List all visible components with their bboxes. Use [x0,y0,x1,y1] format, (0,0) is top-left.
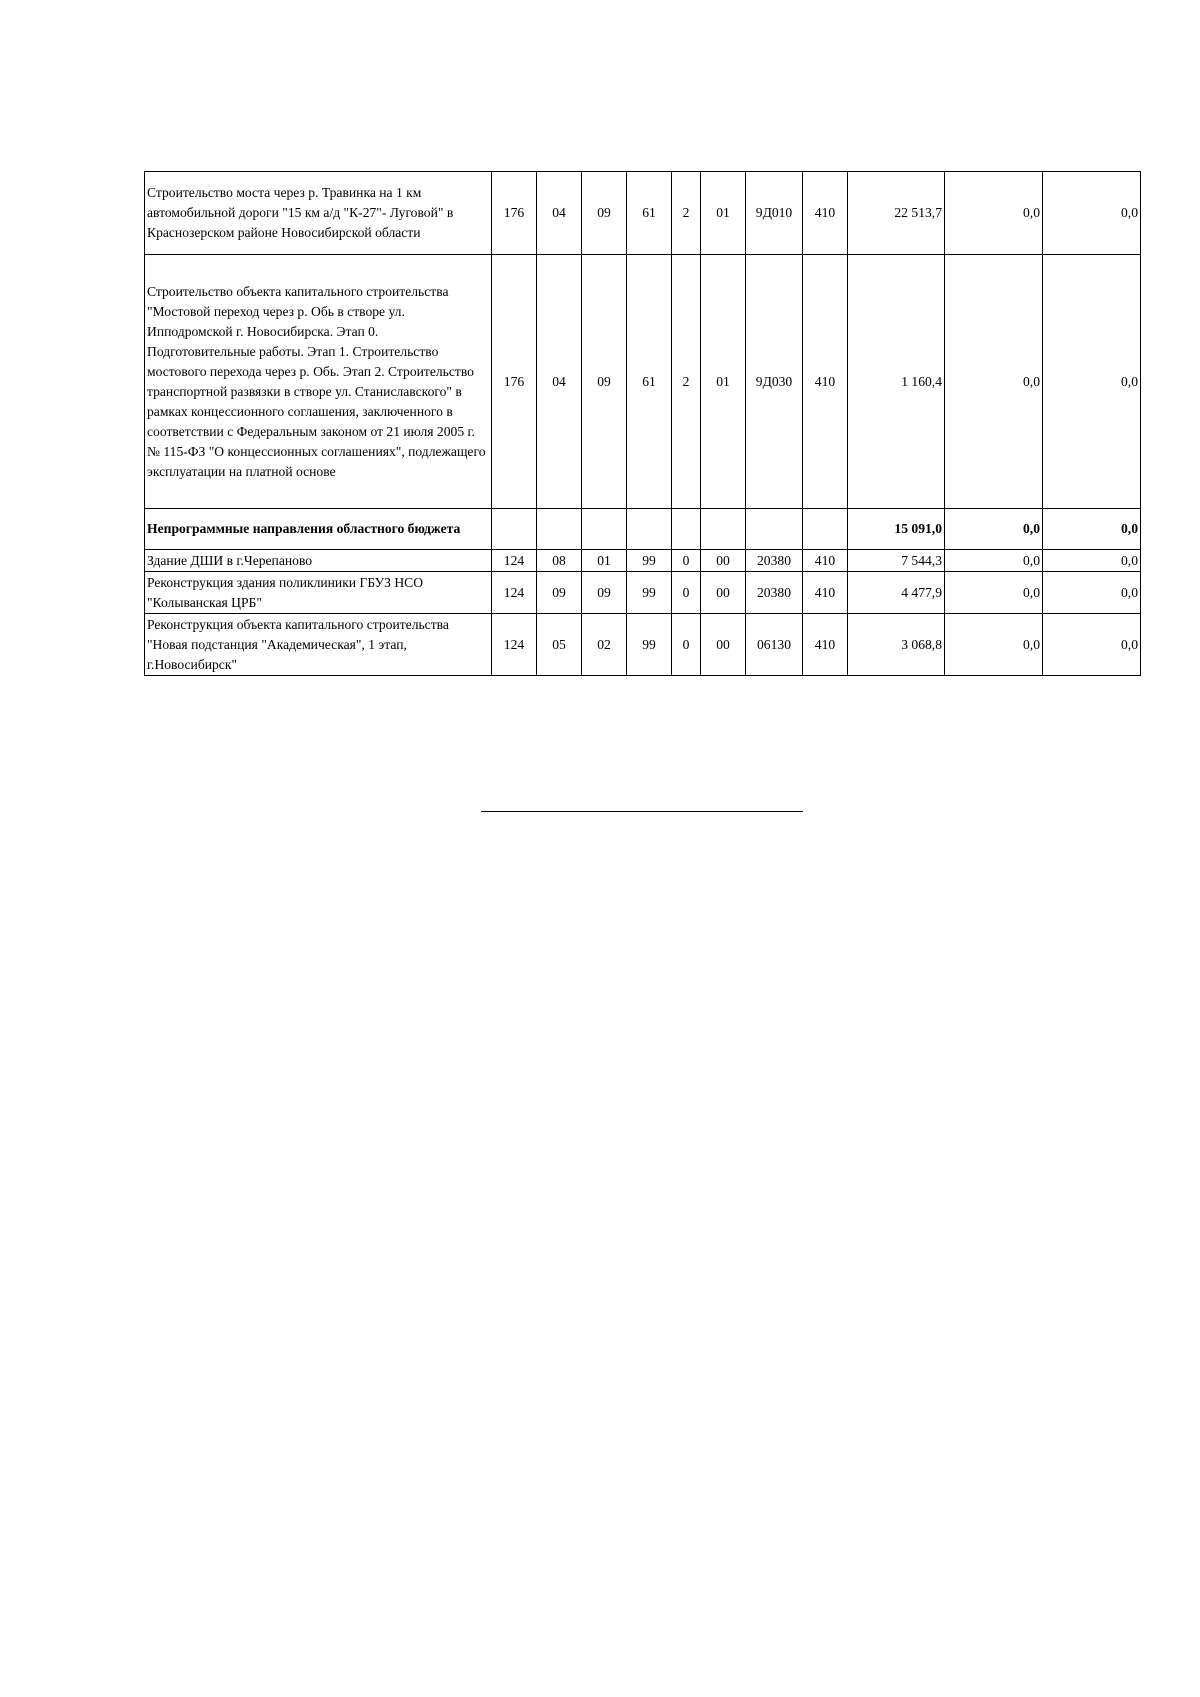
row-measure: 01 [701,255,746,509]
row-name: Непрограммные направления областного бюджета [145,509,492,550]
row-amount-3: 0,0 [1043,550,1141,572]
row-amount-2: 0,0 [945,614,1043,676]
row-amount-2: 0,0 [945,172,1043,255]
row-program: 61 [627,255,672,509]
row-direction: 9Д010 [746,172,803,255]
row-program: 99 [627,550,672,572]
row-section [537,509,582,550]
row-section: 08 [537,550,582,572]
row-amount-3: 0,0 [1043,614,1141,676]
table-row-subtotal [145,509,1141,550]
row-name: Строительство моста через р. Травинка на 1 км автомобильной дороги "15 км а/д "К-27"- Луговой" в Краснозерском районе Новосибирской области [145,172,492,255]
row-subprogram: 2 [672,172,701,255]
row-subprogram [672,509,701,550]
row-program: 99 [627,572,672,614]
row-direction [746,509,803,550]
row-amount-1: 1 160,4 [848,255,945,509]
row-expense-type: 410 [803,572,848,614]
row-subprogram: 0 [672,572,701,614]
row-measure: 00 [701,550,746,572]
row-subsection: 01 [582,550,627,572]
row-subprogram: 2 [672,255,701,509]
table-row [145,255,1141,509]
row-measure [701,509,746,550]
row-measure: 00 [701,614,746,676]
row-expense-type: 410 [803,550,848,572]
row-section: 05 [537,614,582,676]
row-amount-1: 22 513,7 [848,172,945,255]
row-subsection: 02 [582,614,627,676]
row-subprogram: 0 [672,550,701,572]
row-ministry: 124 [492,572,537,614]
row-ministry: 176 [492,255,537,509]
row-amount-3: 0,0 [1043,255,1141,509]
row-amount-3: 0,0 [1043,572,1141,614]
table-row [145,550,1141,572]
row-expense-type: 410 [803,172,848,255]
row-name: Реконструкция здания поликлиники ГБУЗ НСО "Колыванская ЦРБ" [145,572,492,614]
end-divider-line [481,811,803,812]
row-program: 99 [627,614,672,676]
row-amount-1: 15 091,0 [848,509,945,550]
row-expense-type: 410 [803,614,848,676]
row-ministry [492,509,537,550]
row-amount-1: 7 544,3 [848,550,945,572]
row-measure: 00 [701,572,746,614]
row-section: 09 [537,572,582,614]
budget-table [144,171,1141,676]
row-subsection: 09 [582,572,627,614]
row-name: Реконструкция объекта капитального строительства "Новая подстанция "Академическая", 1 этап, г.Новосибирск" [145,614,492,676]
row-amount-1: 4 477,9 [848,572,945,614]
row-subsection [582,509,627,550]
row-subprogram: 0 [672,614,701,676]
row-section: 04 [537,255,582,509]
row-subsection: 09 [582,255,627,509]
row-program [627,509,672,550]
row-expense-type [803,509,848,550]
row-subsection: 09 [582,172,627,255]
row-ministry: 124 [492,614,537,676]
row-name: Здание ДШИ в г.Черепаново [145,550,492,572]
row-program: 61 [627,172,672,255]
table-row [145,572,1141,614]
row-amount-2: 0,0 [945,550,1043,572]
row-amount-3: 0,0 [1043,172,1141,255]
row-amount-1: 3 068,8 [848,614,945,676]
budget-table-body [145,172,1141,676]
row-direction: 06130 [746,614,803,676]
row-direction: 9Д030 [746,255,803,509]
row-ministry: 176 [492,172,537,255]
row-amount-2: 0,0 [945,255,1043,509]
table-row [145,172,1141,255]
table-row [145,614,1141,676]
row-direction: 20380 [746,572,803,614]
row-amount-2: 0,0 [945,572,1043,614]
row-name: Строительство объекта капитального строительства "Мостовой переход через р. Обь в створе ул. Ипподромской г. Новосибирска. Этап 0. Подготовительные работы. Этап 1. Строительство мостового перехода через р. Обь. Этап 2. Строительство транспортной развязки в створе ул. Станиславского" в рамках концессионного соглашения, заключенного в соответствии с Федеральным законом от 21 июля 2005 г. № 115-ФЗ "О концессионных соглашениях", подлежащего эксплуатации на платной основе [145,255,492,509]
row-amount-2: 0,0 [945,509,1043,550]
row-measure: 01 [701,172,746,255]
row-ministry: 124 [492,550,537,572]
row-direction: 20380 [746,550,803,572]
row-amount-3: 0,0 [1043,509,1141,550]
row-section: 04 [537,172,582,255]
row-expense-type: 410 [803,255,848,509]
